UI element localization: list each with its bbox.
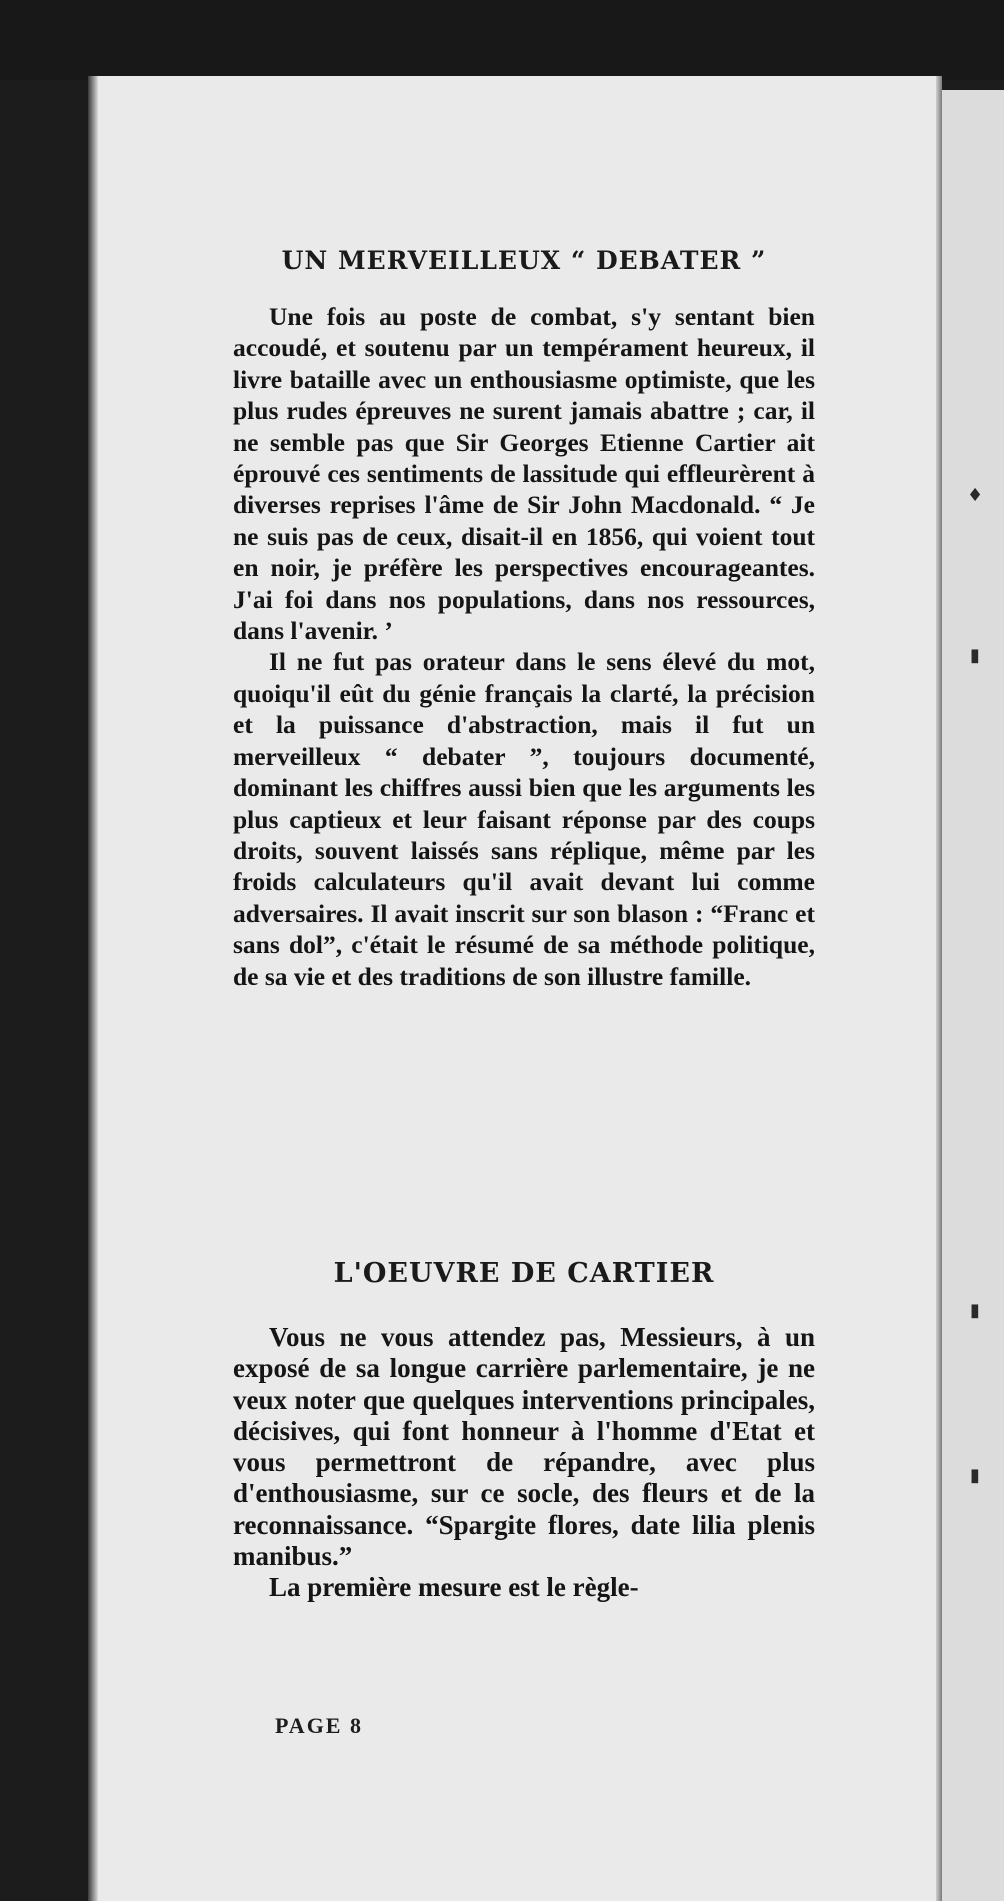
paragraph: Il ne fut pas orateur dans le sens élevé du mot, quoiqu'il eût du génie français la clarté, la précision et la puissance d'abstraction, mais il fut un merveilleux “ debater ”, toujours documenté, dominant les chiffres aussi bien que les arguments les plus captieux et leur faisant réponse par des coups droits, souvent laissés sans réplique, même par les froids calculateurs qu'il avait devant lui comme adversaires. Il avait inscrit sur son blason : “Franc et sans dol”, c'était le résumé de sa méthode politique, de sa vie et des traditions de son illustre famille.: [233, 647, 815, 991]
paragraph: Vous ne vous attendez pas, Messieurs, à un exposé de sa longue carrière parlementaire, je ne veux noter que quelques interventions principales, décisives, qui font honneur à l'homme d'Etat et vous permettront de répandre, avec plus d'enthousiasme, sur ce socle, des fleurs et de la reconnaissance. “Spargite flores, date lilia plenis manibus.”: [233, 1322, 815, 1572]
section-body-oeuvre: [233, 1322, 815, 1604]
edge-mark-icon: ▮: [970, 645, 980, 666]
edge-mark-icon: ▮: [970, 1300, 980, 1321]
page-number: PAGE 8: [275, 1713, 363, 1738]
section-heading-debater: UN MERVEILLEUX “ DEBATER ”: [281, 246, 767, 275]
paragraph: Une fois au poste de combat, s'y sentant bien accoudé, et soutenu par un tempérament heureux, il livre bataille avec un enthousiasme optimiste, que les plus rudes épreuves ne surent jamais abattre ; car, il ne semble pas que Sir Georges Etienne Cartier ait éprouvé ces sentiments de lassitude qui effleurèrent à diverses reprises l'âme de Sir John Macdonald. “ Je ne suis pas de ceux, disait-il en 1856, qui voient tout en noir, je préfère les perspectives encourageantes. J'ai foi dans nos populations, dans nos ressources, dans l'avenir. ’: [233, 302, 815, 646]
edge-mark-icon: ♦: [967, 485, 984, 506]
paragraph: La première mesure est le règle-: [269, 1572, 639, 1603]
scan-background: [0, 0, 1004, 80]
section-body-debater: [233, 301, 815, 992]
edge-mark-icon: ▮: [970, 1465, 980, 1486]
adjacent-page: [942, 90, 1004, 1901]
page-binding-edge: [88, 76, 98, 1901]
section-heading-oeuvre: L'OEUVRE DE CARTIER: [333, 1258, 715, 1289]
